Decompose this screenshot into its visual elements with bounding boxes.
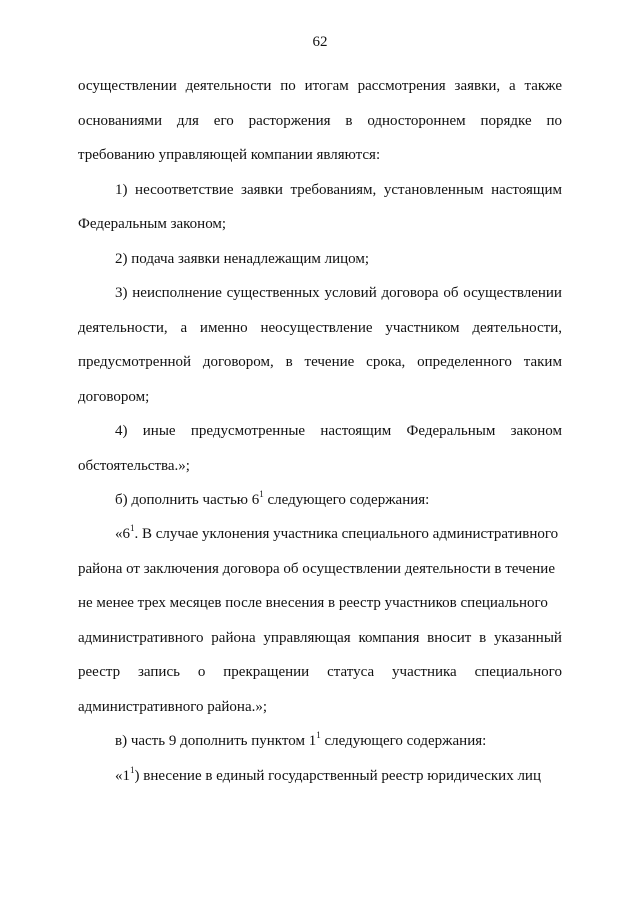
word: деятельности, xyxy=(78,320,168,336)
word: участником xyxy=(385,320,460,336)
text-before: б) дополнить частью 6 xyxy=(115,492,260,508)
word: в xyxy=(479,630,487,646)
word: осуществлении xyxy=(78,78,177,94)
word: а xyxy=(508,78,516,94)
word: о xyxy=(197,664,206,680)
text-after: следующего содержания: xyxy=(320,733,487,749)
word: основаниями xyxy=(78,113,163,129)
word: порядке xyxy=(480,113,532,129)
text-line xyxy=(115,421,562,441)
word: заявки, xyxy=(454,78,501,94)
word: деятельности, xyxy=(472,320,562,336)
word: неисполнение xyxy=(132,285,222,301)
text-after: следующего содержания: xyxy=(263,492,430,508)
word: по xyxy=(280,78,296,94)
word: определенного xyxy=(417,354,512,370)
text-line xyxy=(78,111,562,131)
word: административного района.»; xyxy=(78,699,268,715)
text-line xyxy=(78,697,562,717)
word: в xyxy=(285,354,293,370)
word: одностороннем xyxy=(367,113,466,129)
word: управляющая xyxy=(263,630,351,646)
word: течение xyxy=(304,354,355,370)
text-after: . В случае уклонения участника специального административного xyxy=(134,526,559,542)
text-run xyxy=(115,524,558,544)
word: в xyxy=(345,113,353,129)
word: 2) подача заявки ненадлежащим лицом; xyxy=(115,251,370,267)
text-line xyxy=(78,352,562,372)
word: обстоятельства.»; xyxy=(78,458,190,474)
word: именно xyxy=(199,320,248,336)
word: также xyxy=(524,78,562,94)
word: 3) xyxy=(115,285,128,301)
word: иные xyxy=(142,423,176,439)
word: статуса xyxy=(327,664,375,680)
word: законом xyxy=(510,423,562,439)
text-line xyxy=(78,456,562,476)
superscript: 1 xyxy=(316,730,321,740)
word: его xyxy=(213,113,234,129)
word: 4) xyxy=(115,423,128,439)
word: требованию управляющей компании являются: xyxy=(78,147,381,163)
text-before: «1 xyxy=(115,768,130,784)
text-line xyxy=(78,593,562,613)
word: деятельности xyxy=(185,78,272,94)
word: осуществлении xyxy=(463,285,562,301)
word: указанный xyxy=(493,630,562,646)
word: прекращении xyxy=(223,664,310,680)
word: реестр xyxy=(78,664,121,680)
text-line xyxy=(115,766,562,786)
word: по xyxy=(546,113,562,129)
text-before: в) часть 9 дополнить пунктом 1 xyxy=(115,733,317,749)
text-line xyxy=(115,490,562,510)
word: района xyxy=(211,630,256,646)
word: таким xyxy=(523,354,562,370)
word: района от заключения договора об осуществлении деятельности в течение xyxy=(78,561,555,577)
text-line xyxy=(78,76,562,96)
word: специального xyxy=(474,664,562,680)
superscript: 1 xyxy=(259,489,264,499)
word: вносит xyxy=(427,630,472,646)
text-after: ) внесение в единый государственный реестр юридических лиц xyxy=(134,768,541,784)
page-number: 62 xyxy=(312,34,328,50)
word: неосуществление xyxy=(260,320,373,336)
word: договором; xyxy=(78,389,150,405)
text-run xyxy=(115,766,541,786)
text-line xyxy=(115,180,562,200)
text-line xyxy=(115,249,562,269)
word: компания xyxy=(358,630,420,646)
text-line xyxy=(78,662,562,682)
word: заявки xyxy=(241,182,283,198)
text-line xyxy=(115,283,562,303)
word: расторжения xyxy=(248,113,331,129)
word: 1) xyxy=(115,182,128,198)
word: для xyxy=(176,113,199,129)
text-line xyxy=(115,731,562,751)
word: договора xyxy=(381,285,439,301)
word: запись xyxy=(138,664,180,680)
text-line xyxy=(78,387,562,407)
text-line xyxy=(78,145,562,165)
word: условий xyxy=(324,285,377,301)
text-run xyxy=(115,731,486,751)
word: настоящим xyxy=(320,423,392,439)
word: рассмотрения xyxy=(357,78,446,94)
word: итогам xyxy=(304,78,349,94)
text-line xyxy=(78,559,562,579)
word: настоящим xyxy=(491,182,562,198)
word: Федеральным xyxy=(406,423,496,439)
word: договором, xyxy=(202,354,274,370)
word: срока, xyxy=(366,354,406,370)
word: участника xyxy=(392,664,457,680)
word: установленным xyxy=(383,182,484,198)
word: несоответствие xyxy=(135,182,234,198)
word: не менее трех месяцев после внесения в реестр участников специального xyxy=(78,595,548,611)
text-line xyxy=(78,318,562,338)
text-line xyxy=(78,214,562,234)
text-line xyxy=(115,524,562,544)
word: административного xyxy=(78,630,204,646)
text-line xyxy=(78,628,562,648)
word: а xyxy=(180,320,188,336)
word: предусмотренные xyxy=(190,423,306,439)
superscript: 1 xyxy=(130,523,135,533)
text-before: «6 xyxy=(115,526,130,542)
word: об xyxy=(443,285,459,301)
word: существенных xyxy=(226,285,320,301)
word: требованиям, xyxy=(290,182,377,198)
word: Федеральным законом; xyxy=(78,216,227,232)
superscript: 1 xyxy=(130,765,135,775)
text-run xyxy=(115,490,429,510)
word: предусмотренной xyxy=(78,354,192,370)
